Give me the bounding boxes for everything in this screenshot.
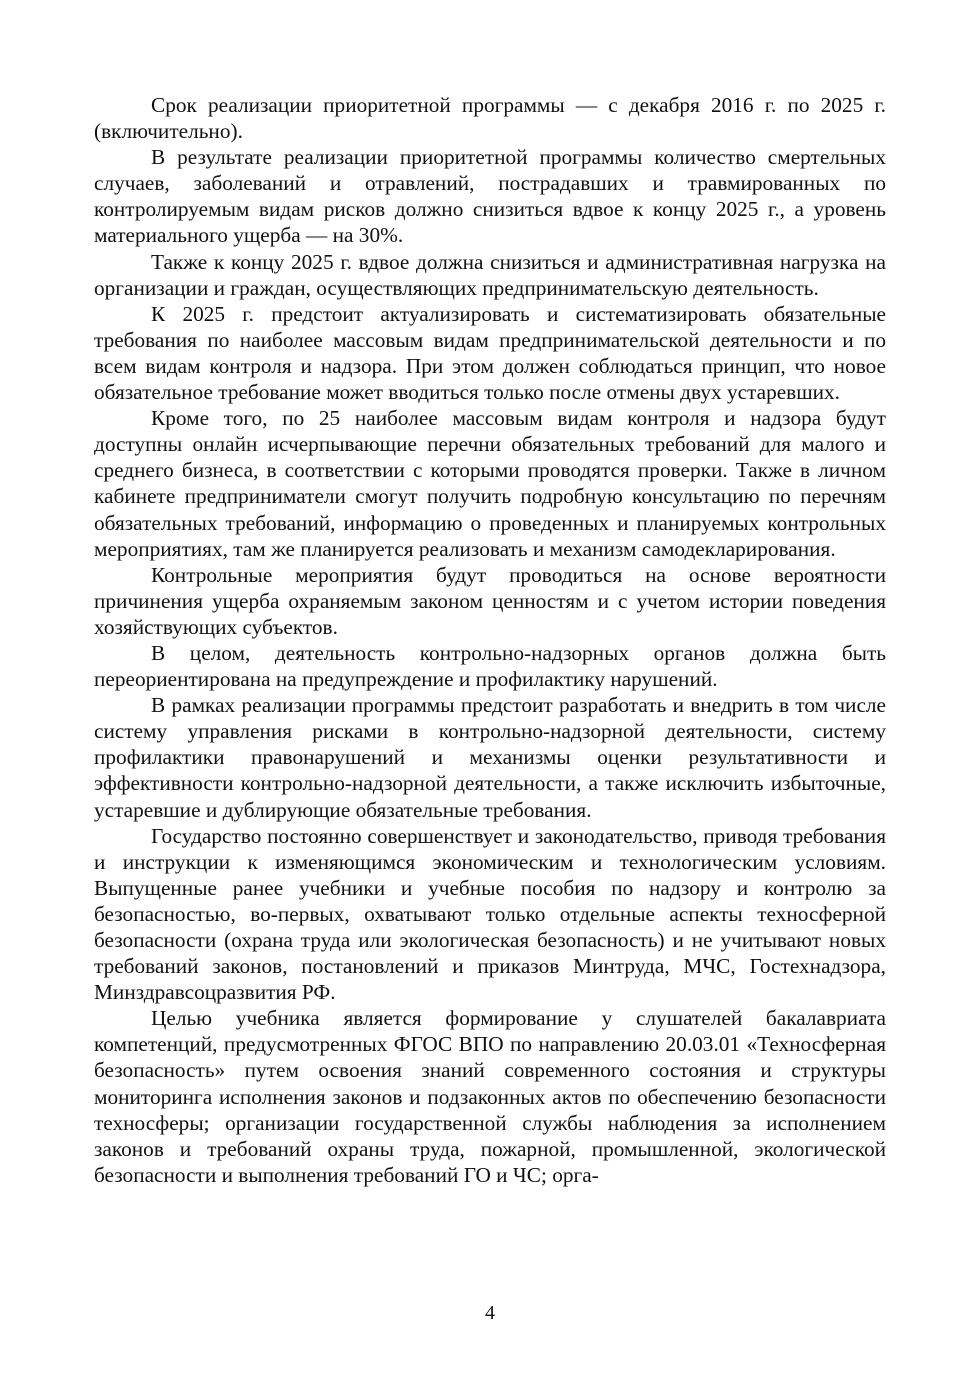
paragraph: В рамках реализации программы предстоит разработать и внедрить в том числе систему управления рисками в контрольно-надзорной деятельности, систему профилактики правонарушений и механизмы оценки результативности и эффективности контрольно-надзорной деятельности, а также исключить избыточные, устаревшие и дублирующие обязательные требования.: [94, 693, 886, 822]
paragraph: Контрольные мероприятия будут проводиться на основе вероятности причинения ущерба охраняемым законом ценностям и с учетом истории поведения хозяйствующих субъектов.: [94, 562, 886, 639]
paragraph: Целью учебника является формирование у слушателей бакалавриата компетенций, предусмотренных ФГОС ВПО по направлению 20.03.01 «Техносферная безопасность» путем освоения знаний современного состояния и структуры мониторинга исполнения законов и подзаконных актов по обеспечению безопасности техносферы; организации государственной службы наблюдения за исполнением законов и требований охраны труда, пожарной, промышленной, экологической безопасности и выполнения требований ГО и ЧС; орга-: [94, 1006, 886, 1187]
paragraph: Срок реализации приоритетной программы — с декабря 2016 г. по 2025 г. (включительно).: [94, 93, 886, 144]
page-number: 4: [485, 1302, 495, 1324]
paragraph: К 2025 г. предстоит актуализировать и систематизировать обязательные требования по наиболее массовым видам предпринимательской деятельности и по всем видам контроля и надзора. При этом должен соблюдаться принцип, что новое обязательное требование может вводиться только после отмены двух устаревших.: [94, 301, 886, 405]
body-text: [94, 92, 886, 1188]
paragraph: В результате реализации приоритетной программы количество смертельных случаев, заболеваний и отравлений, пострадавших и травмированных по контролируемым видам рисков должно снизиться вдвое к концу 2025 г., а уровень материального ущерба — на 30%.: [94, 145, 886, 248]
paragraph: Кроме того, по 25 наиболее массовым видам контроля и надзора будут доступны онлайн исчерпывающие перечни обязательных требований для малого и среднего бизнеса, в соответствии с которыми проводятся проверки. Также в личном кабинете предприниматели смогут получить подробную консультацию по перечням обязательных требований, информацию о проведенных и планируемых контрольных мероприятиях, там же планируется реализовать и механизм самодекларирования.: [94, 406, 886, 561]
paragraph: Государство постоянно совершенствует и законодательство, приводя требования и инструкции к изменяющимся экономическим и технологическим условиям. Выпущенные ранее учебники и учебные пособия по надзору и контролю за безопасностью, во-первых, охватывают только отдельные аспекты техносферной безопасности (охрана труда или экологическая безопасность) и не учитывают новых требований законов, постановлений и приказов Минтруда, МЧС, Гостехнадзора, Минздравсоцразвития РФ.: [94, 823, 886, 1005]
paragraph: Также к концу 2025 г. вдвое должна снизиться и административная нагрузка на организации и граждан, осуществляющих предпринимательскую деятельность.: [94, 249, 886, 300]
paragraph: В целом, деятельность контрольно-надзорных органов должна быть переориентирована на предупреждение и профилактику нарушений.: [94, 640, 886, 692]
